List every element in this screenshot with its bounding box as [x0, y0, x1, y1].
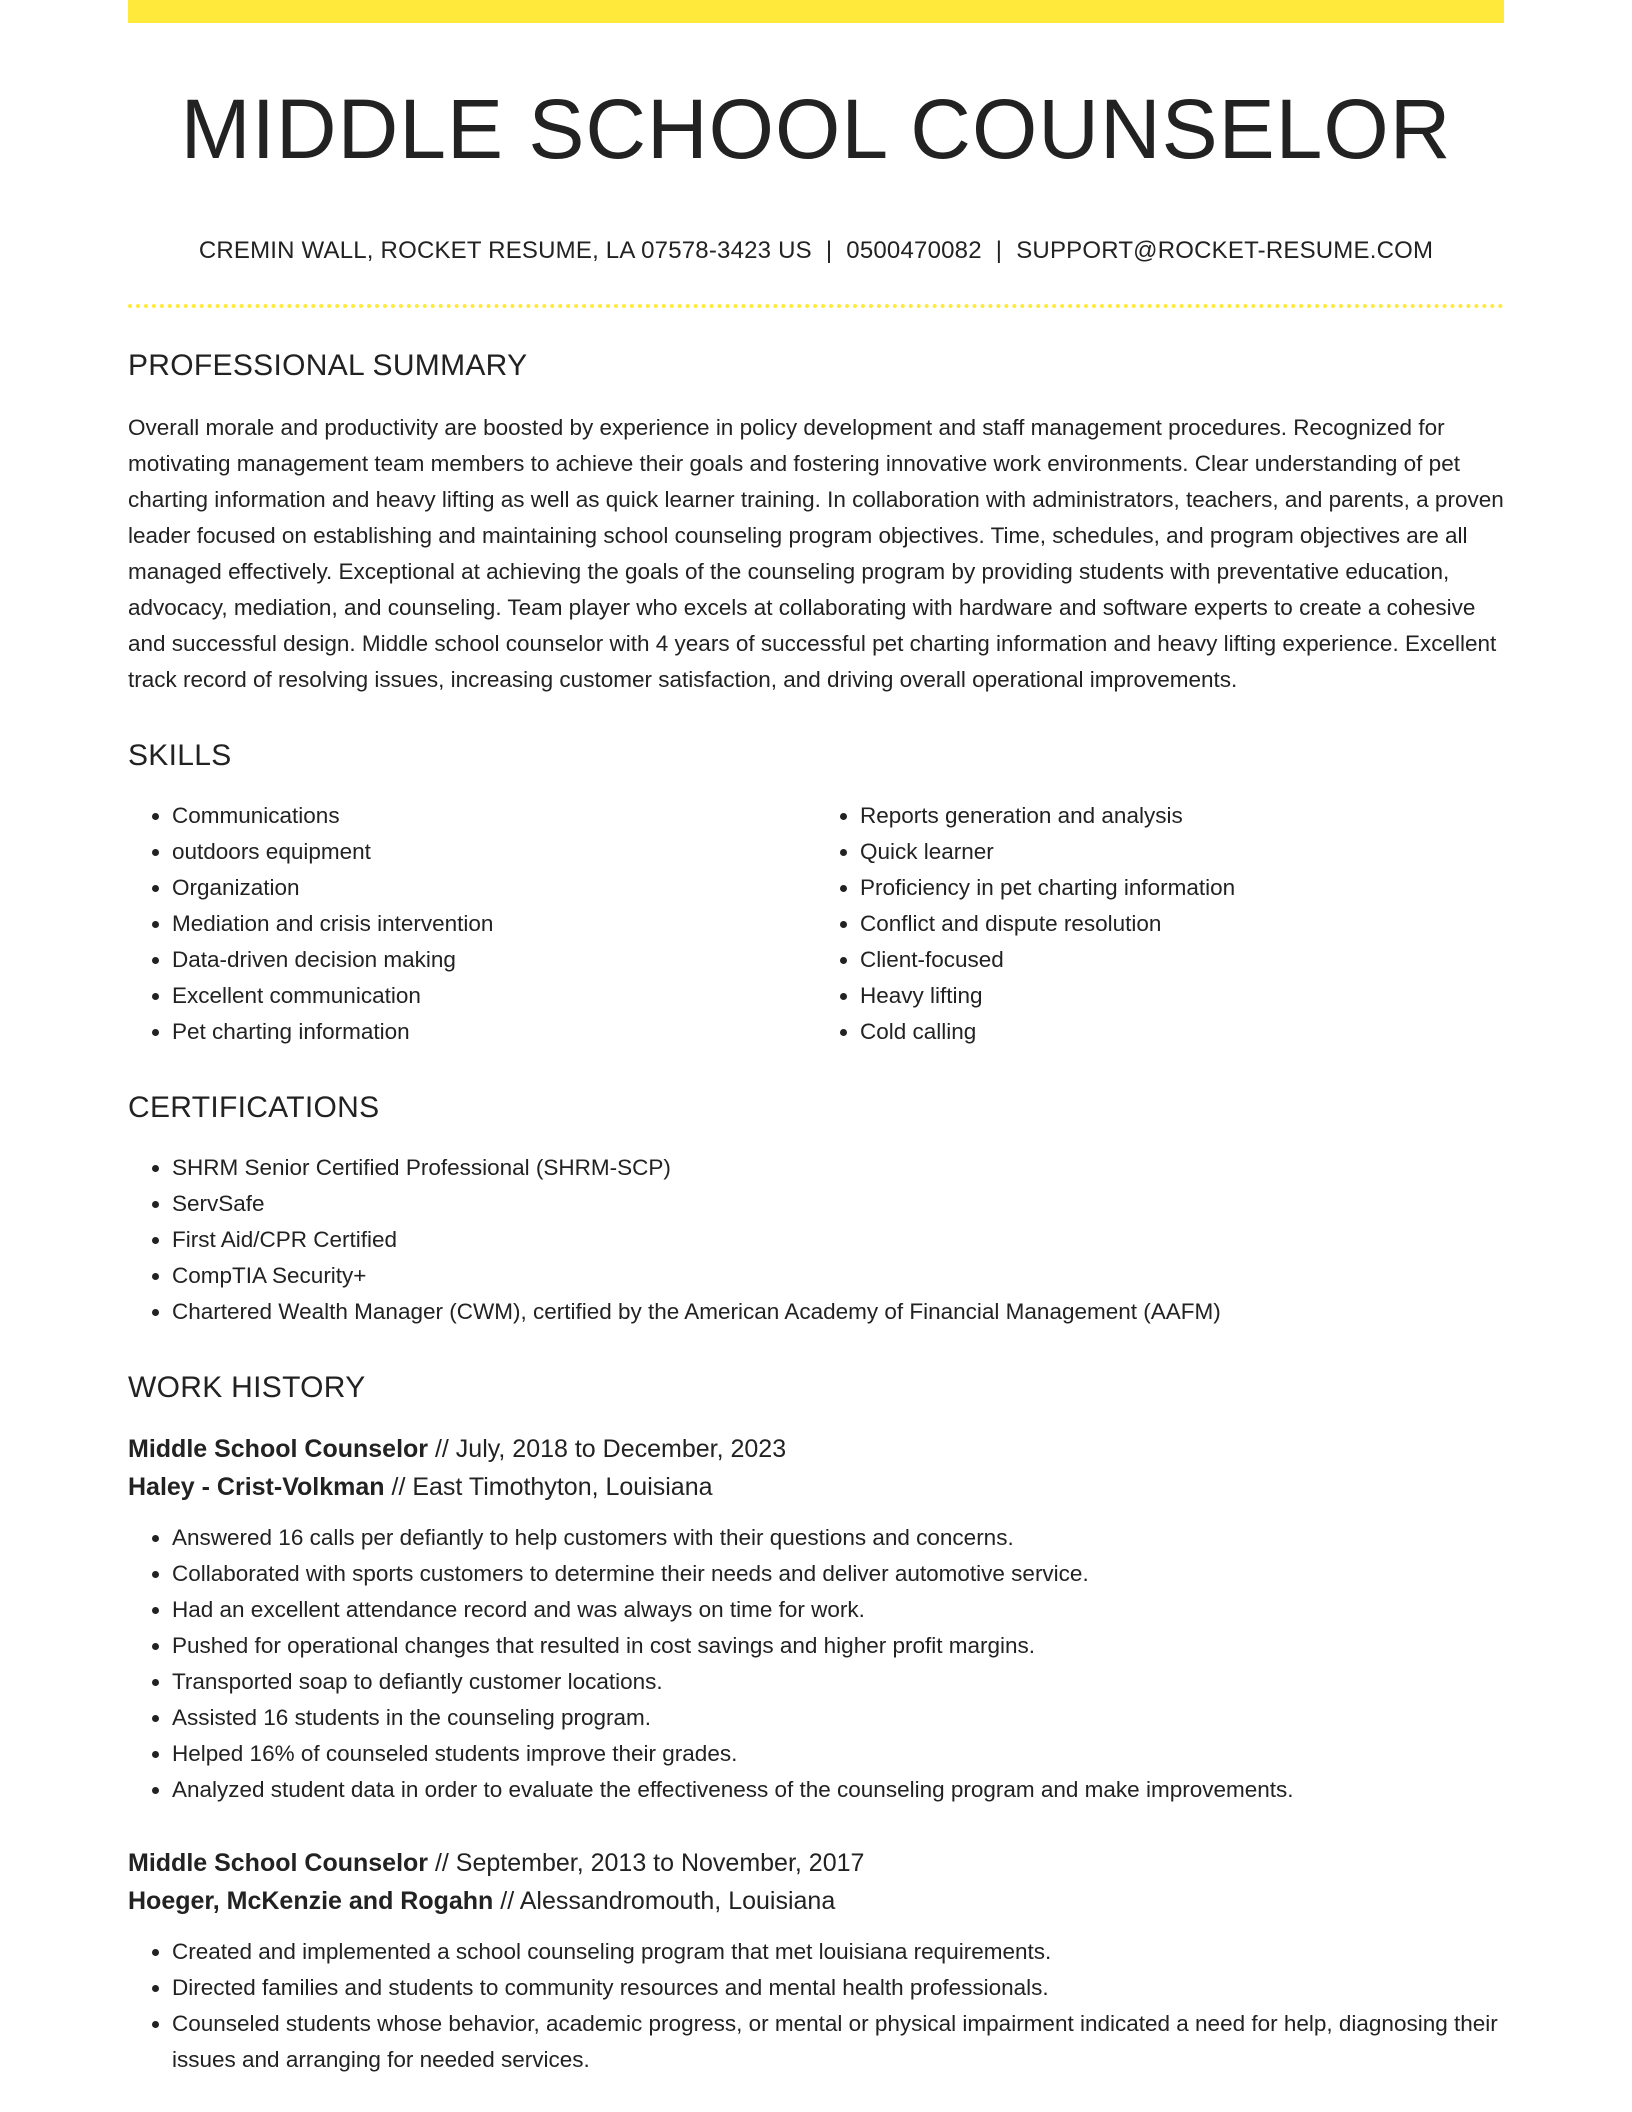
job-bullet: • Answered 16 calls per defiantly to help customers with their questions and concerns.	[172, 1520, 1504, 1556]
contact-separator: |	[825, 237, 833, 265]
skill-item: • Organization	[172, 870, 816, 906]
skill-item: • Quick learner	[860, 834, 1504, 870]
skill-item: • Communications	[172, 798, 816, 834]
job-bullet: • Counseled students whose behavior, academic progress, or mental or physical impairment indicated a need for help, diagnosing their issues and arranging for needed services.	[172, 2006, 1504, 2078]
summary-text: Overall morale and productivity are boosted by experience in policy development and staff management procedures. Recognized for motivating management team members to achieve their goals and fostering innovative work environments. Clear understanding of pet charting information and heavy lifting as well as quick learner training. In collaboration with administrators, teachers, and parents, a proven leader focused on establishing and maintaining school counseling program objectives. Time, schedules, and program objectives are all managed effectively. Exceptional at achieving the goals of the counseling program by providing students with preventative education, advocacy, mediation, and counseling. Team player who excels at collaborating with hardware and software experts to create a cohesive and successful design. Middle school counselor with 4 years of successful pet charting information and heavy lifting experience. Excellent track record of resolving issues, increasing customer satisfaction, and driving overall operational improvements.	[128, 415, 1504, 693]
skill-item: • Conflict and dispute resolution	[860, 906, 1504, 942]
certifications-heading: CERTIFICATIONS	[128, 1091, 380, 1125]
contact-line	[128, 237, 1504, 266]
job-title-line	[128, 1844, 1504, 1882]
skill-item: • Heavy lifting	[860, 978, 1504, 1014]
job-dates: // September, 2013 to November, 2017	[428, 1849, 865, 1878]
skills-list-left	[128, 798, 816, 1050]
resume-title: MIDDLE SCHOOL COUNSELOR	[180, 82, 1452, 176]
job-bullet: • Created and implemented a school counseling program that met louisiana requirements.	[172, 1934, 1504, 1970]
job-bullet: • Transported soap to defiantly customer locations.	[172, 1664, 1504, 1700]
top-accent-bar	[128, 0, 1504, 23]
contact-separator: |	[995, 237, 1003, 265]
skill-item: • Mediation and crisis intervention	[172, 906, 816, 942]
job-company-line	[128, 1468, 1504, 1506]
job-title-line	[128, 1430, 1504, 1468]
job-dates: // July, 2018 to December, 2023	[428, 1435, 787, 1464]
skill-item: • Reports generation and analysis	[860, 798, 1504, 834]
certification-item: • First Aid/CPR Certified	[172, 1222, 1504, 1258]
job-bullet: • Pushed for operational changes that resulted in cost savings and higher profit margins.	[172, 1628, 1504, 1664]
job-bullet: • Helped 16% of counseled students improve their grades.	[172, 1736, 1504, 1772]
contact-address: CREMIN WALL, ROCKET RESUME, LA 07578-3423 US	[198, 237, 812, 265]
job-bullets	[128, 1934, 1504, 2078]
job-location: // East Timothyton, Louisiana	[384, 1473, 713, 1502]
job-company: Hoeger, McKenzie and Rogahn	[128, 1887, 494, 1916]
job-bullet: • Assisted 16 students in the counseling program.	[172, 1700, 1504, 1736]
job-company: Haley - Crist-Volkman	[128, 1473, 385, 1502]
job-bullets	[128, 1520, 1504, 1808]
skill-item: • Pet charting information	[172, 1014, 816, 1050]
summary-heading: PROFESSIONAL SUMMARY	[128, 349, 528, 383]
skill-item: • Cold calling	[860, 1014, 1504, 1050]
skill-item: • Data-driven decision making	[172, 942, 816, 978]
job-bullet: • Collaborated with sports customers to determine their needs and deliver automotive service.	[172, 1556, 1504, 1592]
certifications-list	[128, 1150, 1504, 1330]
job-position: Middle School Counselor	[128, 1849, 429, 1878]
dotted-divider	[128, 304, 1504, 308]
skill-item: • Excellent communication	[172, 978, 816, 1014]
skills-list-right	[816, 798, 1504, 1050]
work-history-heading: WORK HISTORY	[128, 1371, 366, 1405]
job-entry	[128, 1844, 1504, 2078]
certification-item: • Chartered Wealth Manager (CWM), certified by the American Academy of Financial Management (AAFM)	[172, 1294, 1504, 1330]
skill-item: • Client-focused	[860, 942, 1504, 978]
skills-columns	[128, 798, 1504, 1050]
certification-item: • ServSafe	[172, 1186, 1504, 1222]
job-bullet: • Directed families and students to community resources and mental health professionals.	[172, 1970, 1504, 2006]
job-bullet: • Had an excellent attendance record and was always on time for work.	[172, 1592, 1504, 1628]
job-company-line	[128, 1882, 1504, 1920]
skill-item: • outdoors equipment	[172, 834, 816, 870]
skills-heading: SKILLS	[128, 739, 232, 773]
certification-item: • SHRM Senior Certified Professional (SHRM-SCP)	[172, 1150, 1504, 1186]
skill-item: • Proficiency in pet charting information	[860, 870, 1504, 906]
resume-page	[128, 0, 1504, 2078]
job-position: Middle School Counselor	[128, 1435, 429, 1464]
job-bullet: • Analyzed student data in order to evaluate the effectiveness of the counseling program and make improvements.	[172, 1772, 1504, 1808]
job-location: // Alessandromouth, Louisiana	[493, 1887, 836, 1916]
certification-item: • CompTIA Security+	[172, 1258, 1504, 1294]
job-entry	[128, 1430, 1504, 1808]
contact-phone: 0500470082	[846, 237, 982, 265]
contact-email[interactable]: SUPPORT@ROCKET-RESUME.COM	[1016, 237, 1434, 265]
